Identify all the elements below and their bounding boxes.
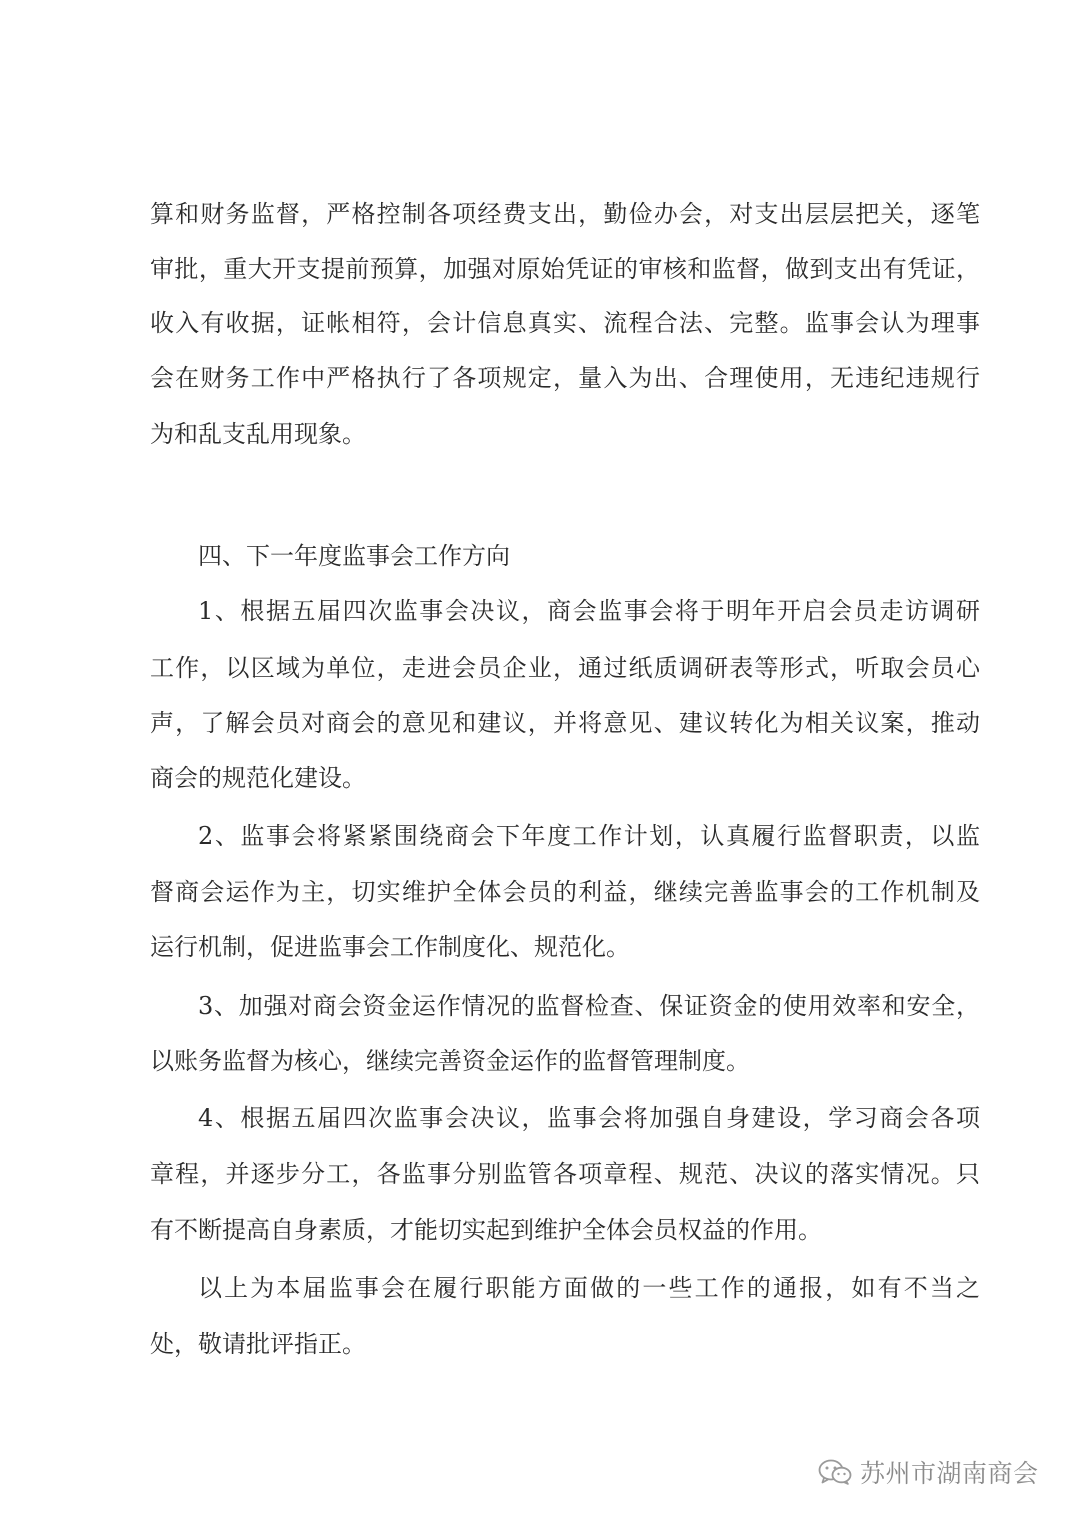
watermark bbox=[818, 1452, 1039, 1492]
watermark-text: 苏州市湖南商会 bbox=[860, 1459, 1039, 1488]
text-line: 算和财务监督，严格控制各项经费支出，勤俭办会，对支出层层把关，逐笔 bbox=[150, 200, 980, 228]
text-line: 工作，以区域为单位，走进会员企业，通过纸质调研表等形式，听取会员心 bbox=[150, 654, 980, 682]
text-line: 会在财务工作中严格执行了各项规定，量入为出、合理使用，无违纪违规行 bbox=[150, 364, 980, 392]
text-line: 以上为本届监事会在履行职能方面做的一些工作的通报，如有不当之 bbox=[198, 1274, 980, 1302]
text-line: 收入有收据，证帐相符，会计信息真实、流程合法、完整。监事会认为理事 bbox=[150, 309, 980, 337]
text-line: 处，敬请批评指正。 bbox=[150, 1330, 366, 1358]
text-line: 1、根据五届四次监事会决议，商会监事会将于明年开启会员走访调研 bbox=[198, 597, 980, 625]
text-line: 以账务监督为核心，继续完善资金运作的监督管理制度。 bbox=[150, 1047, 750, 1075]
text-line: 章程，并逐步分工，各监事分别监管各项章程、规范、决议的落实情况。只 bbox=[150, 1160, 980, 1188]
wechat-icon bbox=[818, 1459, 852, 1485]
text-line: 商会的规范化建设。 bbox=[150, 764, 366, 792]
text-line: 运行机制，促进监事会工作制度化、规范化。 bbox=[150, 933, 630, 961]
section-heading: 四、下一年度监事会工作方向 bbox=[198, 542, 510, 570]
text-line: 4、根据五届四次监事会决议，监事会将加强自身建设，学习商会各项 bbox=[198, 1104, 980, 1132]
text-line: 3、加强对商会资金运作情况的监督检查、保证资金的使用效率和安全， bbox=[198, 992, 980, 1020]
text-line: 督商会运作为主，切实维护全体会员的利益，继续完善监事会的工作机制及 bbox=[150, 878, 980, 906]
text-line: 为和乱支乱用现象。 bbox=[150, 420, 366, 448]
text-line: 审批，重大开支提前预算，加强对原始凭证的审核和监督，做到支出有凭证， bbox=[150, 255, 980, 283]
text-line: 2、监事会将紧紧围绕商会下年度工作计划，认真履行监督职责，以监 bbox=[198, 822, 980, 850]
text-line: 声，了解会员对商会的意见和建议，并将意见、建议转化为相关议案，推动 bbox=[150, 709, 980, 737]
text-line: 有不断提高自身素质，才能切实起到维护全体会员权益的作用。 bbox=[150, 1216, 822, 1244]
